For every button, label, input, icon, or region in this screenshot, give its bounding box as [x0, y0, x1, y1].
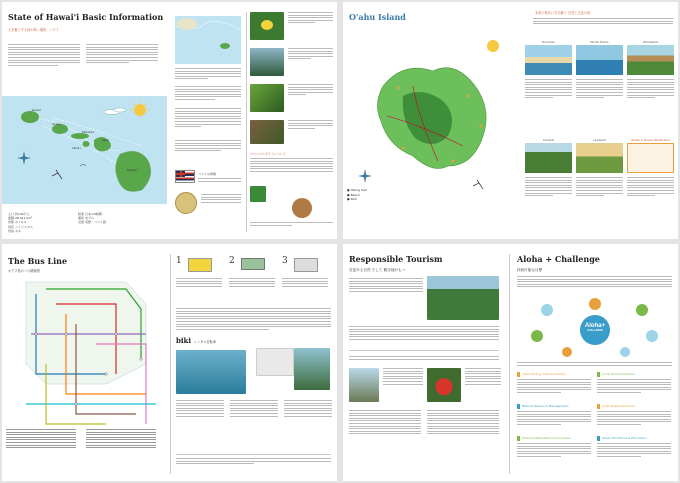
kauai-island — [21, 111, 39, 123]
intro-text-2 — [86, 44, 158, 65]
sun-icon — [487, 40, 499, 52]
goal-item — [517, 372, 591, 402]
sun-icon — [134, 104, 146, 116]
area-card-photo — [576, 45, 623, 75]
goal-title: Green Workforce & Education — [597, 436, 671, 441]
area-card-photo — [525, 45, 572, 75]
state-seal — [175, 192, 197, 214]
area-card-title: Central — [543, 138, 554, 142]
goal-item — [517, 436, 591, 466]
middle-text-2 — [175, 86, 241, 102]
page-title: State of Hawai'i Basic Information — [8, 12, 164, 22]
photo-landscape — [250, 120, 284, 144]
photo-plant — [250, 84, 284, 112]
bus-route-map — [6, 274, 166, 474]
area-card-title: Windward — [643, 40, 658, 44]
responsible-tourism-subtitle: 変更ある自然 そして 観光地がもつ — [349, 268, 406, 272]
responsible-tourism-title: Responsible Tourism — [349, 254, 443, 264]
flag-label: ハワイの州旗 — [198, 172, 216, 176]
page-sustainability — [343, 244, 678, 481]
page-oahu-island — [343, 2, 678, 239]
compass-icon — [358, 169, 372, 183]
map-legend: ● Hiking trail ● Beach ● Park — [347, 188, 367, 201]
aloha-badge: Aloha+ CHALLENGE — [584, 323, 606, 332]
oahu-map — [343, 26, 518, 226]
bear-mascot — [292, 198, 312, 218]
islands-map — [2, 96, 167, 204]
aloha-challenge-title: Aloha + Challenge — [517, 254, 600, 264]
photo-flower — [427, 368, 461, 402]
label-oahu: O'ahu — [52, 122, 61, 126]
goal-item — [597, 372, 671, 402]
goal-title: Solid Waste Reduction — [597, 404, 671, 409]
photo-forest — [427, 276, 499, 320]
middle-text-1 — [175, 68, 241, 81]
middle-text-3 — [175, 108, 241, 129]
goal-item — [597, 436, 671, 466]
aloha-challenge-subtitle: 持続可能な目標 — [517, 268, 543, 272]
area-card-photo — [525, 143, 572, 173]
goal-item — [597, 404, 671, 434]
label-hawaii: Hawai'i — [127, 168, 138, 172]
page-bus-line — [2, 244, 337, 481]
area-card-title: Leeward — [593, 138, 606, 142]
area-card-photo — [576, 143, 623, 173]
page-subtitle: 人を魅了する緑や海…場所、ハワイ — [8, 28, 59, 32]
photo-biki-station — [176, 350, 246, 394]
ticket-steps — [176, 256, 331, 306]
photo-biki-bike — [294, 348, 330, 390]
label-kauai: Kaua'i — [32, 108, 42, 112]
oahu-map-svg — [343, 26, 518, 226]
bus-route-legend — [6, 429, 166, 450]
area-card — [576, 40, 623, 132]
intro-text-1 — [8, 44, 80, 67]
area-cards — [525, 40, 675, 235]
boat-icon — [52, 170, 62, 179]
goal-title: Smart Sustainable Communities — [517, 436, 591, 441]
hawaii-flag — [175, 170, 195, 183]
area-card — [525, 40, 572, 132]
area-card-photo — [627, 45, 674, 75]
step-3: 3 — [282, 256, 330, 266]
area-card-title: North Shore — [590, 40, 609, 44]
ocean-protection-box — [627, 143, 674, 173]
goal-title: Natural Resource Management — [517, 404, 591, 409]
qr-logo — [250, 186, 266, 202]
label-lanai: Lāna'i — [72, 146, 81, 150]
biki-title: biki — [176, 336, 192, 345]
page-subtitle: オアフ島のバス路線図 — [8, 269, 40, 273]
step-1: 1 — [176, 256, 224, 266]
photo-seal — [349, 368, 379, 402]
biki-app-screen — [256, 348, 294, 376]
goal-title: Local Food Production — [597, 372, 671, 377]
photo-bird — [250, 48, 284, 76]
islands-map-svg — [2, 96, 167, 204]
area-card — [525, 138, 572, 230]
goals-list — [517, 372, 672, 472]
photo-hibiscus — [250, 12, 284, 40]
label-molokai: Moloka'i — [82, 130, 95, 134]
page-title: The Bus Line — [8, 256, 68, 266]
area-card — [627, 138, 674, 230]
area-card — [576, 138, 623, 230]
page-basic-information: State of Hawai'i Basic Information 人を魅了する緑や海…場所、ハワイ Kaua'i O'ahu Moloka'i Lāna'i Maui Hawai'i 人口 約142万人 面積 28,311 km² 州都 ホノルル 州花 ハイビスカス 州鳥 ネネ 時差 日本-19時間 通貨 米ドル 言語 英語・ハワイ語 ハワイの州旗 アロハプロダクトについて — [2, 2, 337, 239]
goal-item — [517, 404, 591, 434]
label-maui: Maui — [102, 138, 110, 142]
goals-diagram — [517, 296, 672, 358]
area-card-title: Honolulu — [541, 40, 556, 44]
locator-map — [175, 16, 241, 64]
aloha-product-caption: アロハプロダクトについて — [250, 152, 286, 156]
step-2: 2 — [229, 256, 277, 266]
page-title: O'ahu Island — [349, 12, 406, 22]
middle-text-4 — [175, 140, 241, 153]
right-header: 未来の世代に引き継ぐ 自然と文化の島 — [535, 11, 591, 15]
biki-subtitle: レンタル自転車 — [194, 340, 217, 344]
area-card — [627, 40, 674, 132]
compass-icon — [17, 151, 31, 165]
area-card-title: Aloha ∞ Ocean Protection — [631, 138, 670, 142]
goal-title: Clean Energy Transformation — [517, 372, 591, 377]
